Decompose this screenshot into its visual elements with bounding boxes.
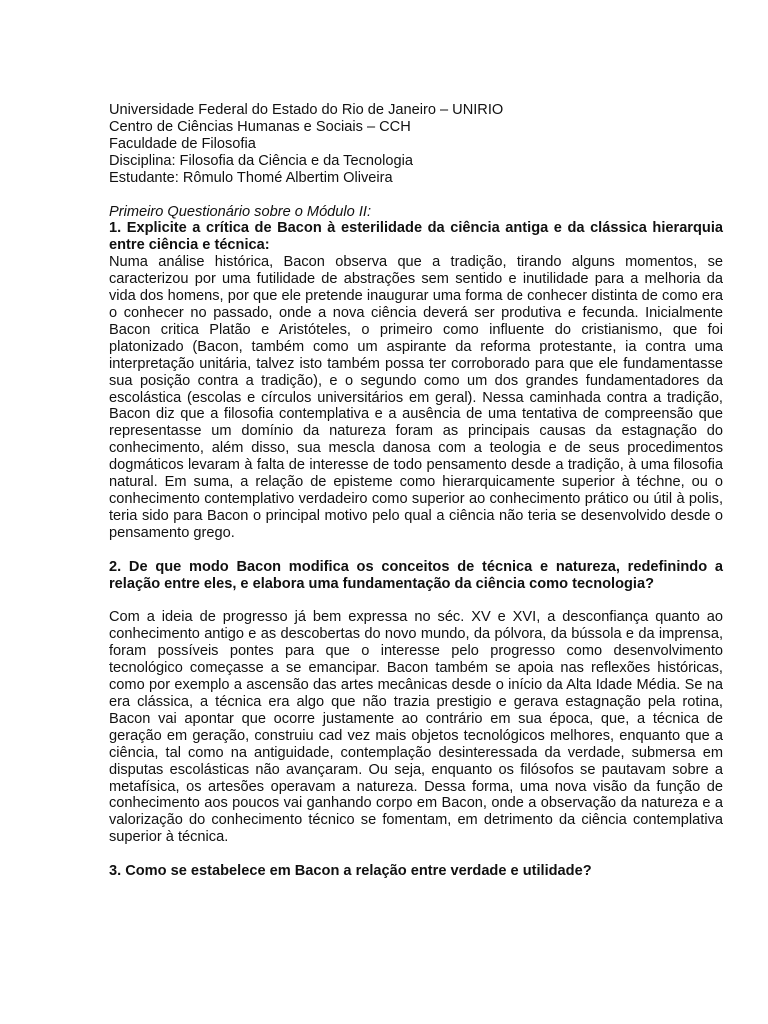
spacer (109, 187, 723, 204)
spacer (109, 592, 723, 609)
questionnaire-intro: Primeiro Questionário sobre o Módulo II: (109, 203, 371, 220)
document-page (109, 102, 723, 880)
header-university: Universidade Federal do Estado do Rio de Janeiro – UNIRIO (109, 102, 504, 118)
spacer (109, 846, 723, 863)
header-discipline: Disciplina: Filosofia da Ciência e da Tecnologia (109, 152, 413, 169)
header-faculty: Faculdade de Filosofia (109, 135, 256, 152)
question-1: 1. Explicite a crítica de Bacon à esterilidade da ciência antiga e da clássica hierarquia entre ciência e técnica: (109, 220, 723, 254)
spacer (109, 542, 723, 559)
answer-1: Numa análise histórica, Bacon observa que a tradição, tirando alguns momentos, se caracterizou por uma futilidade de abstrações sem sentido e inutilidade para a melhoria da vida dos homens, por que ele pretende inaugurar uma forma de conhecer distinta de como era o conhecer no passado, onde a nova ciência deverá ser produtiva e fecunda. Inicialmente Bacon critica Platão e Aristóteles, o primeiro como influente do cristianismo, que foi platonizado (Bacon, também como um aspirante da reforma protestante, ia contra uma interpretação unitária, talvez isto também possa ter corroborado para que ele fundamentasse sua posição contra a tradição), e o segundo como um dos grandes fundamentadores da escolástica (escolas e círculos universitários em geral). Nessa caminhada contra a tradição, Bacon diz que a filosofia contemplativa e a ausência de uma tentativa de compreensão que representasse um domínio da natureza foram as principais causas da estagnação do conhecimento, além disso, sua mescla danosa com a teologia e de seus procedimentos dogmáticos levaram à falta de interesse de todo pensamento desde a tradição, à uma filosofia natural. Em suma, a relação de episteme como hierarquicamente superior à téchne, ou o conhecimento contemplativo verdadeiro como superior ao conhecimento prático ou útil à polis, teria sido para Bacon o principal motivo pelo qual a ciência não teria se desenvolvido desde o pensamento grego. (109, 254, 723, 541)
header-student: Estudante: Rômulo Thomé Albertim Oliveira (109, 169, 393, 186)
question-2: 2. De que modo Bacon modifica os conceitos de técnica e natureza, redefinindo a relação entre eles, e elabora uma fundamentação da ciência como tecnologia? (109, 558, 723, 592)
header-center: Centro de Ciências Humanas e Sociais – CCH (109, 118, 411, 135)
question-3: 3. Como se estabelece em Bacon a relação entre verdade e utilidade? (109, 863, 592, 880)
answer-2: Com a ideia de progresso já bem expressa no séc. XV e XVI, a desconfiança quanto ao conhecimento antigo e as descobertas do novo mundo, da pólvora, da bússola e da imprensa, foram possíveis pontes para que o interesse pelo progresso como desenvolvimento tecnológico começasse a se emancipar. Bacon também se apoia nas reflexões históricas, como por exemplo a ascensão das artes mecânicas desde o início da Alta Idade Média. Se na era clássica, a técnica era algo que não trazia prestigio e gerava estagnação pela rotina, Bacon vai apontar que ocorre justamente ao contrário em sua época, que, a técnica de geração em geração, construiu cad vez mais objetos tecnológicos melhores, enquanto que a ciência, tal como na antiguidade, contemplação desinteressada da verdade, submersa em disputas escolásticas não avançaram. Ou seja, enquanto os filósofos se pautavam sobre a metafísica, os artesões operavam a natureza. Dessa forma, uma nova visão da função de conhecimento aos poucos vai ganhando corpo em Bacon, onde a observação da natureza e a valorização do conhecimento técnico se fomentam, em detrimento da ciência contemplativa superior à técnica. (109, 609, 723, 846)
